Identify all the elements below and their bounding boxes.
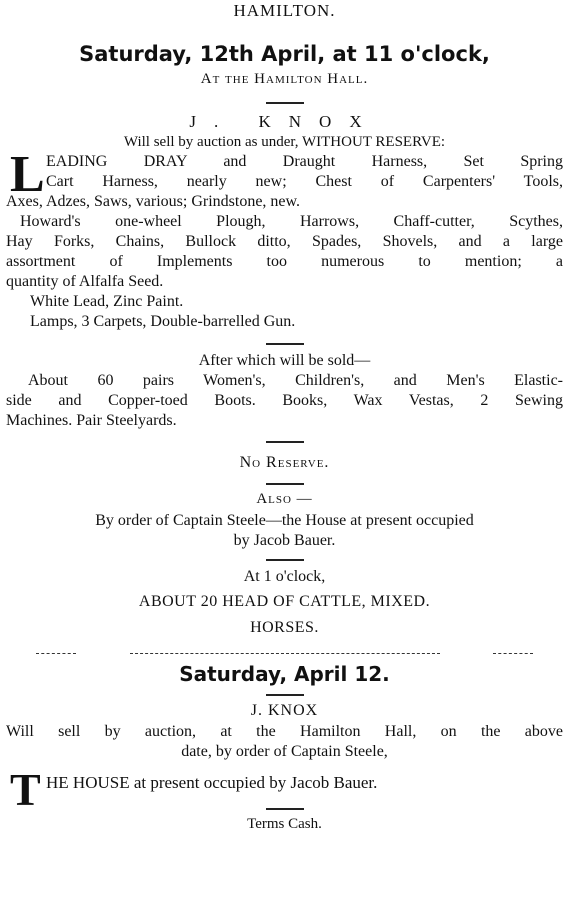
town-heading: HAMILTON. (233, 1, 336, 20)
second-intro (6, 722, 563, 762)
order-lines (6, 511, 563, 551)
lot-line: Machines. Pair Steelyards. (6, 412, 177, 429)
divider (266, 694, 304, 696)
divider (266, 483, 304, 485)
divider (266, 102, 304, 104)
auctioneer-name: J. KNOX (189, 112, 380, 131)
lot-line: Howard's one-wheel Plough, Harrows, Chaff-cutter, Scythes, (20, 213, 563, 230)
separator-dash (130, 653, 440, 654)
house-line: HE HOUSE at present occupied by Jacob Bauer. (46, 773, 378, 792)
lot-line: Lamps, 3 Carpets, Double-barrelled Gun. (30, 313, 296, 330)
lot-line: White Lead, Zinc Paint. (30, 293, 184, 310)
lot-line: assortment of Implements too numerous to mention; a (6, 253, 563, 270)
lot-line: EADING DRAY and Draught Harness, Set Spring (46, 153, 563, 170)
drop-cap-letter: T (10, 764, 41, 815)
terms-line: Terms Cash. (247, 816, 322, 832)
intro-line: date, by order of Captain Steele, (181, 743, 388, 760)
after-which-line: After which will be sold— (198, 352, 371, 369)
divider (266, 343, 304, 345)
horses-line: HORSES. (250, 619, 319, 636)
lot-line: Cart Harness, nearly new; Chest of Carpenters' Tools, (46, 173, 563, 190)
auction-date-heading: Saturday, 12th April, at 11 o'clock, (79, 42, 490, 66)
venue-line: At the Hamilton Hall. (200, 71, 369, 87)
separator-dash (493, 653, 533, 654)
cattle-line: ABOUT 20 HEAD OF CATTLE, MIXED. (138, 593, 431, 610)
section-separator (6, 653, 563, 654)
second-date-heading: Saturday, April 12. (179, 662, 390, 686)
one-oclock-line: At 1 o'clock, (243, 568, 326, 585)
divider (266, 808, 304, 810)
lot-line: About 60 pairs Women's, Children's, and Men's Elastic- (28, 372, 563, 389)
order-line: by Jacob Bauer. (233, 532, 336, 549)
order-line: By order of Captain Steele—the House at present occupied (95, 512, 474, 529)
lot-line: Axes, Adzes, Saws, various; Grindstone, new. (6, 193, 301, 210)
no-reserve-line: No Reserve. (239, 454, 330, 471)
lot-line: side and Copper-toed Boots. Books, Wax Vestas, 2 Sewing (6, 392, 563, 409)
second-auctioneer: J. KNOX (250, 702, 319, 719)
lot-list (6, 146, 563, 332)
divider (266, 559, 304, 561)
house-line-row (6, 764, 563, 815)
also-line: Also — (256, 491, 313, 507)
drop-cap-letter: L (10, 146, 45, 203)
boots-lots (6, 371, 563, 431)
lot-line: Hay Forks, Chains, Bullock ditto, Spades, Shovels, and a large (6, 233, 563, 250)
auction-intro: Will sell by auction as under, WITHOUT RESERVE: (123, 134, 446, 150)
lot-line: quantity of Alfalfa Seed. (6, 273, 164, 290)
separator-dash (36, 653, 76, 654)
divider (266, 441, 304, 443)
intro-line: Will sell by auction, at the Hamilton Hall, on the above (6, 723, 563, 740)
